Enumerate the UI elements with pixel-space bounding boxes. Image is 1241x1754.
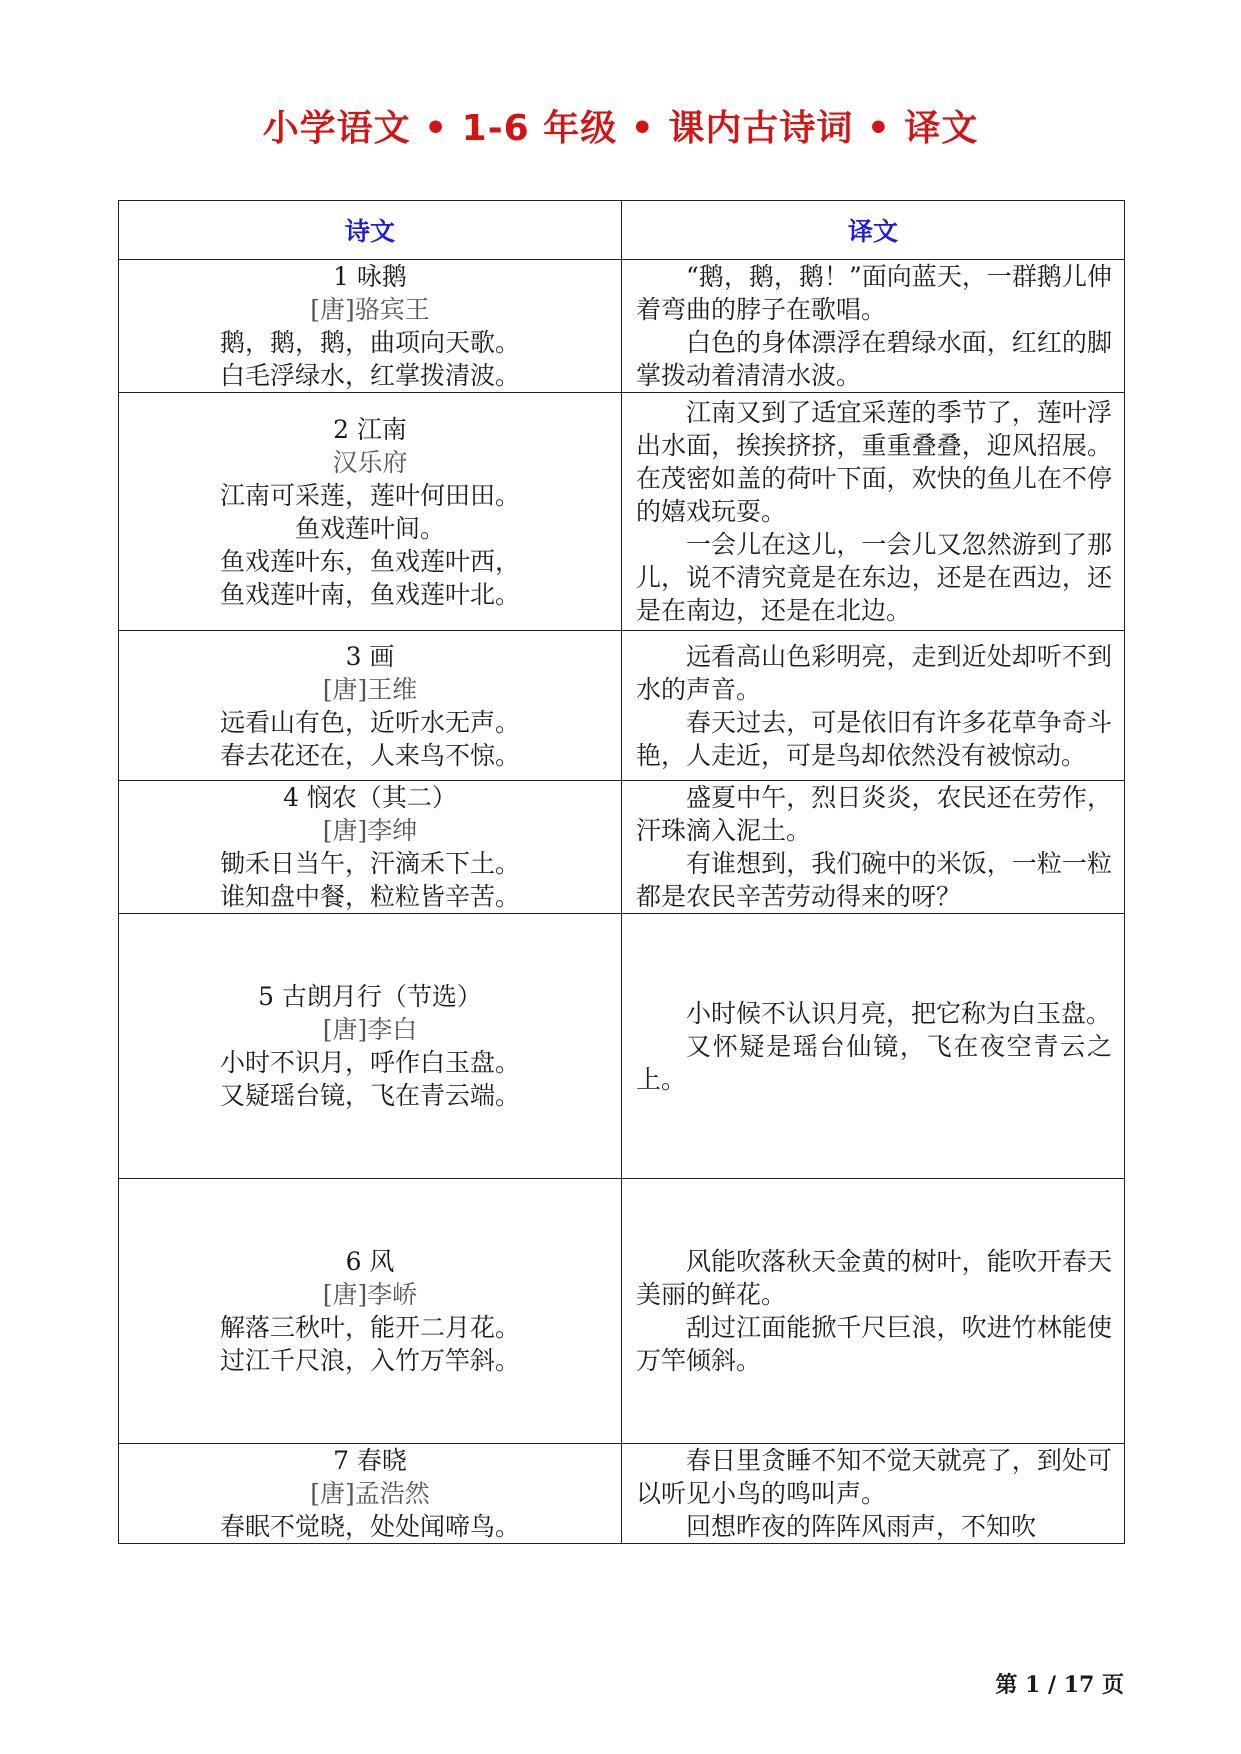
poem-author: [唐]孟浩然 [310,1479,430,1508]
page-title: 小学语文 • 1-6 年级 • 课内古诗词 • 译文 [262,108,979,149]
poem-cell [119,1179,622,1444]
poem-line: 过江千尺浪，入竹万竿斜。 [219,1346,520,1375]
poem-author: [唐]李绅 [322,816,418,845]
translation-paragraph: 白色的身体漂浮在碧绿水面，红红的脚掌拨动着清清水波。 [636,328,1112,390]
poem-line: 小时不识月，呼作白玉盘。 [219,1048,520,1077]
poem-line: 春眠不觉晓，处处闻啼鸟。 [219,1512,520,1541]
poem-heading: 1 咏鹅 [333,262,407,291]
poem-author: [唐]李峤 [322,1280,418,1309]
poem-line: 远看山有色，近听水无声。 [219,707,520,737]
translation-paragraph: 春日里贪睡不知不觉天就亮了，到处可以听见小鸟的鸣叫声。 [636,1446,1112,1508]
translation-paragraph: 回想昨夜的阵阵风雨声，不知吹 [686,1512,1037,1541]
translation-paragraph: 盛夏中午，烈日炎炎，农民还在劳作，汗珠滴入泥土。 [636,783,1112,845]
table-row [119,1179,1125,1444]
poem-line: 鱼戏莲叶南，鱼戏莲叶北。 [219,579,520,609]
translation-paragraph: 春天过去，可是依旧有许多花草争奇斗艳，人走近，可是鸟却依然没有被惊动。 [636,707,1112,770]
poem-author: [唐]王维 [322,674,418,704]
header-poem: 诗文 [119,201,622,260]
translation-paragraph: 有谁想到，我们碗中的米饭，一粒一粒都是农民辛苦劳动得来的呀？ [636,849,1112,911]
poem-line: 鱼戏莲叶东，鱼戏莲叶西， [219,546,520,576]
poem-heading: 4 悯农（其二） [283,783,457,812]
translation-paragraph: 远看高山色彩明亮，走到近处却听不到水的声音。 [636,641,1112,704]
poem-line: 江南可采莲，莲叶何田田。 [219,480,520,510]
poem-cell [119,1444,622,1544]
table-row [119,393,1125,631]
header-translation: 译文 [622,201,1125,260]
translation-paragraph: 江南又到了适宜采莲的季节了，莲叶浮出水面，挨挨挤挤，重重叠叠，迎风招展。在茂密如盖的荷叶下面，欢快的鱼儿在不停的嬉戏玩耍。 [636,398,1112,526]
poem-cell [119,631,622,781]
poem-cell [119,781,622,914]
table-row [119,1444,1125,1544]
poem-heading: 2 江南 [333,414,407,444]
poem-table [118,200,1125,1544]
page-number: 第 1 / 17 页 [995,1672,1124,1698]
table-header-row [119,201,1125,260]
poem-line: 春去花还在，人来鸟不惊。 [219,740,520,770]
table-row [119,914,1125,1179]
translation-cell [622,914,1125,1179]
translation-cell [622,781,1125,914]
poem-line: 锄禾日当午，汗滴禾下土。 [219,849,520,878]
poem-heading: 6 风 [345,1247,395,1276]
poem-cell [119,914,622,1179]
poem-heading: 7 春晓 [333,1446,407,1475]
poem-author: [唐]李白 [322,1015,418,1044]
poem-line: 又疑瑶台镜，飞在青云端。 [219,1081,520,1110]
translation-paragraph: “鹅，鹅，鹅！”面向蓝天，一群鹅儿伸着弯曲的脖子在歌唱。 [636,262,1112,324]
translation-cell [622,393,1125,631]
translation-paragraph: 风能吹落秋天金黄的树叶，能吹开春天美丽的鲜花。 [636,1247,1112,1309]
table-row [119,260,1125,393]
translation-paragraph: 小时候不认识月亮，把它称为白玉盘。 [686,998,1112,1028]
table-row [119,631,1125,781]
translation-cell [622,1179,1125,1444]
translation-paragraph: 又怀疑是瑶台仙镜，飞在夜空青云之上。 [636,1031,1112,1094]
poem-line: 鹅，鹅，鹅，曲项向天歌。 [219,328,520,357]
translation-paragraph: 一会儿在这儿，一会儿又忽然游到了那儿，说不清究竟是在东边，还是在西边，还是在南边，还是在北边。 [636,530,1112,625]
poem-line: 鱼戏莲叶间。 [294,513,445,543]
poem-line: 白毛浮绿水，红掌拨清波。 [219,361,520,390]
translation-cell [622,631,1125,781]
poem-cell [119,393,622,631]
translation-cell [622,260,1125,393]
poem-line: 解落三秋叶，能开二月花。 [219,1313,520,1342]
poem-cell [119,260,622,393]
table-row [119,781,1125,914]
poem-author: 汉乐府 [332,447,408,477]
translation-paragraph: 刮过江面能掀千尺巨浪，吹进竹林能使万竿倾斜。 [636,1313,1112,1375]
translation-cell [622,1444,1125,1544]
poem-line: 谁知盘中餐，粒粒皆辛苦。 [219,882,520,911]
poem-heading: 5 古朗月行（节选） [258,982,482,1011]
poem-heading: 3 画 [345,641,395,671]
poem-author: [唐]骆宾王 [310,295,430,324]
